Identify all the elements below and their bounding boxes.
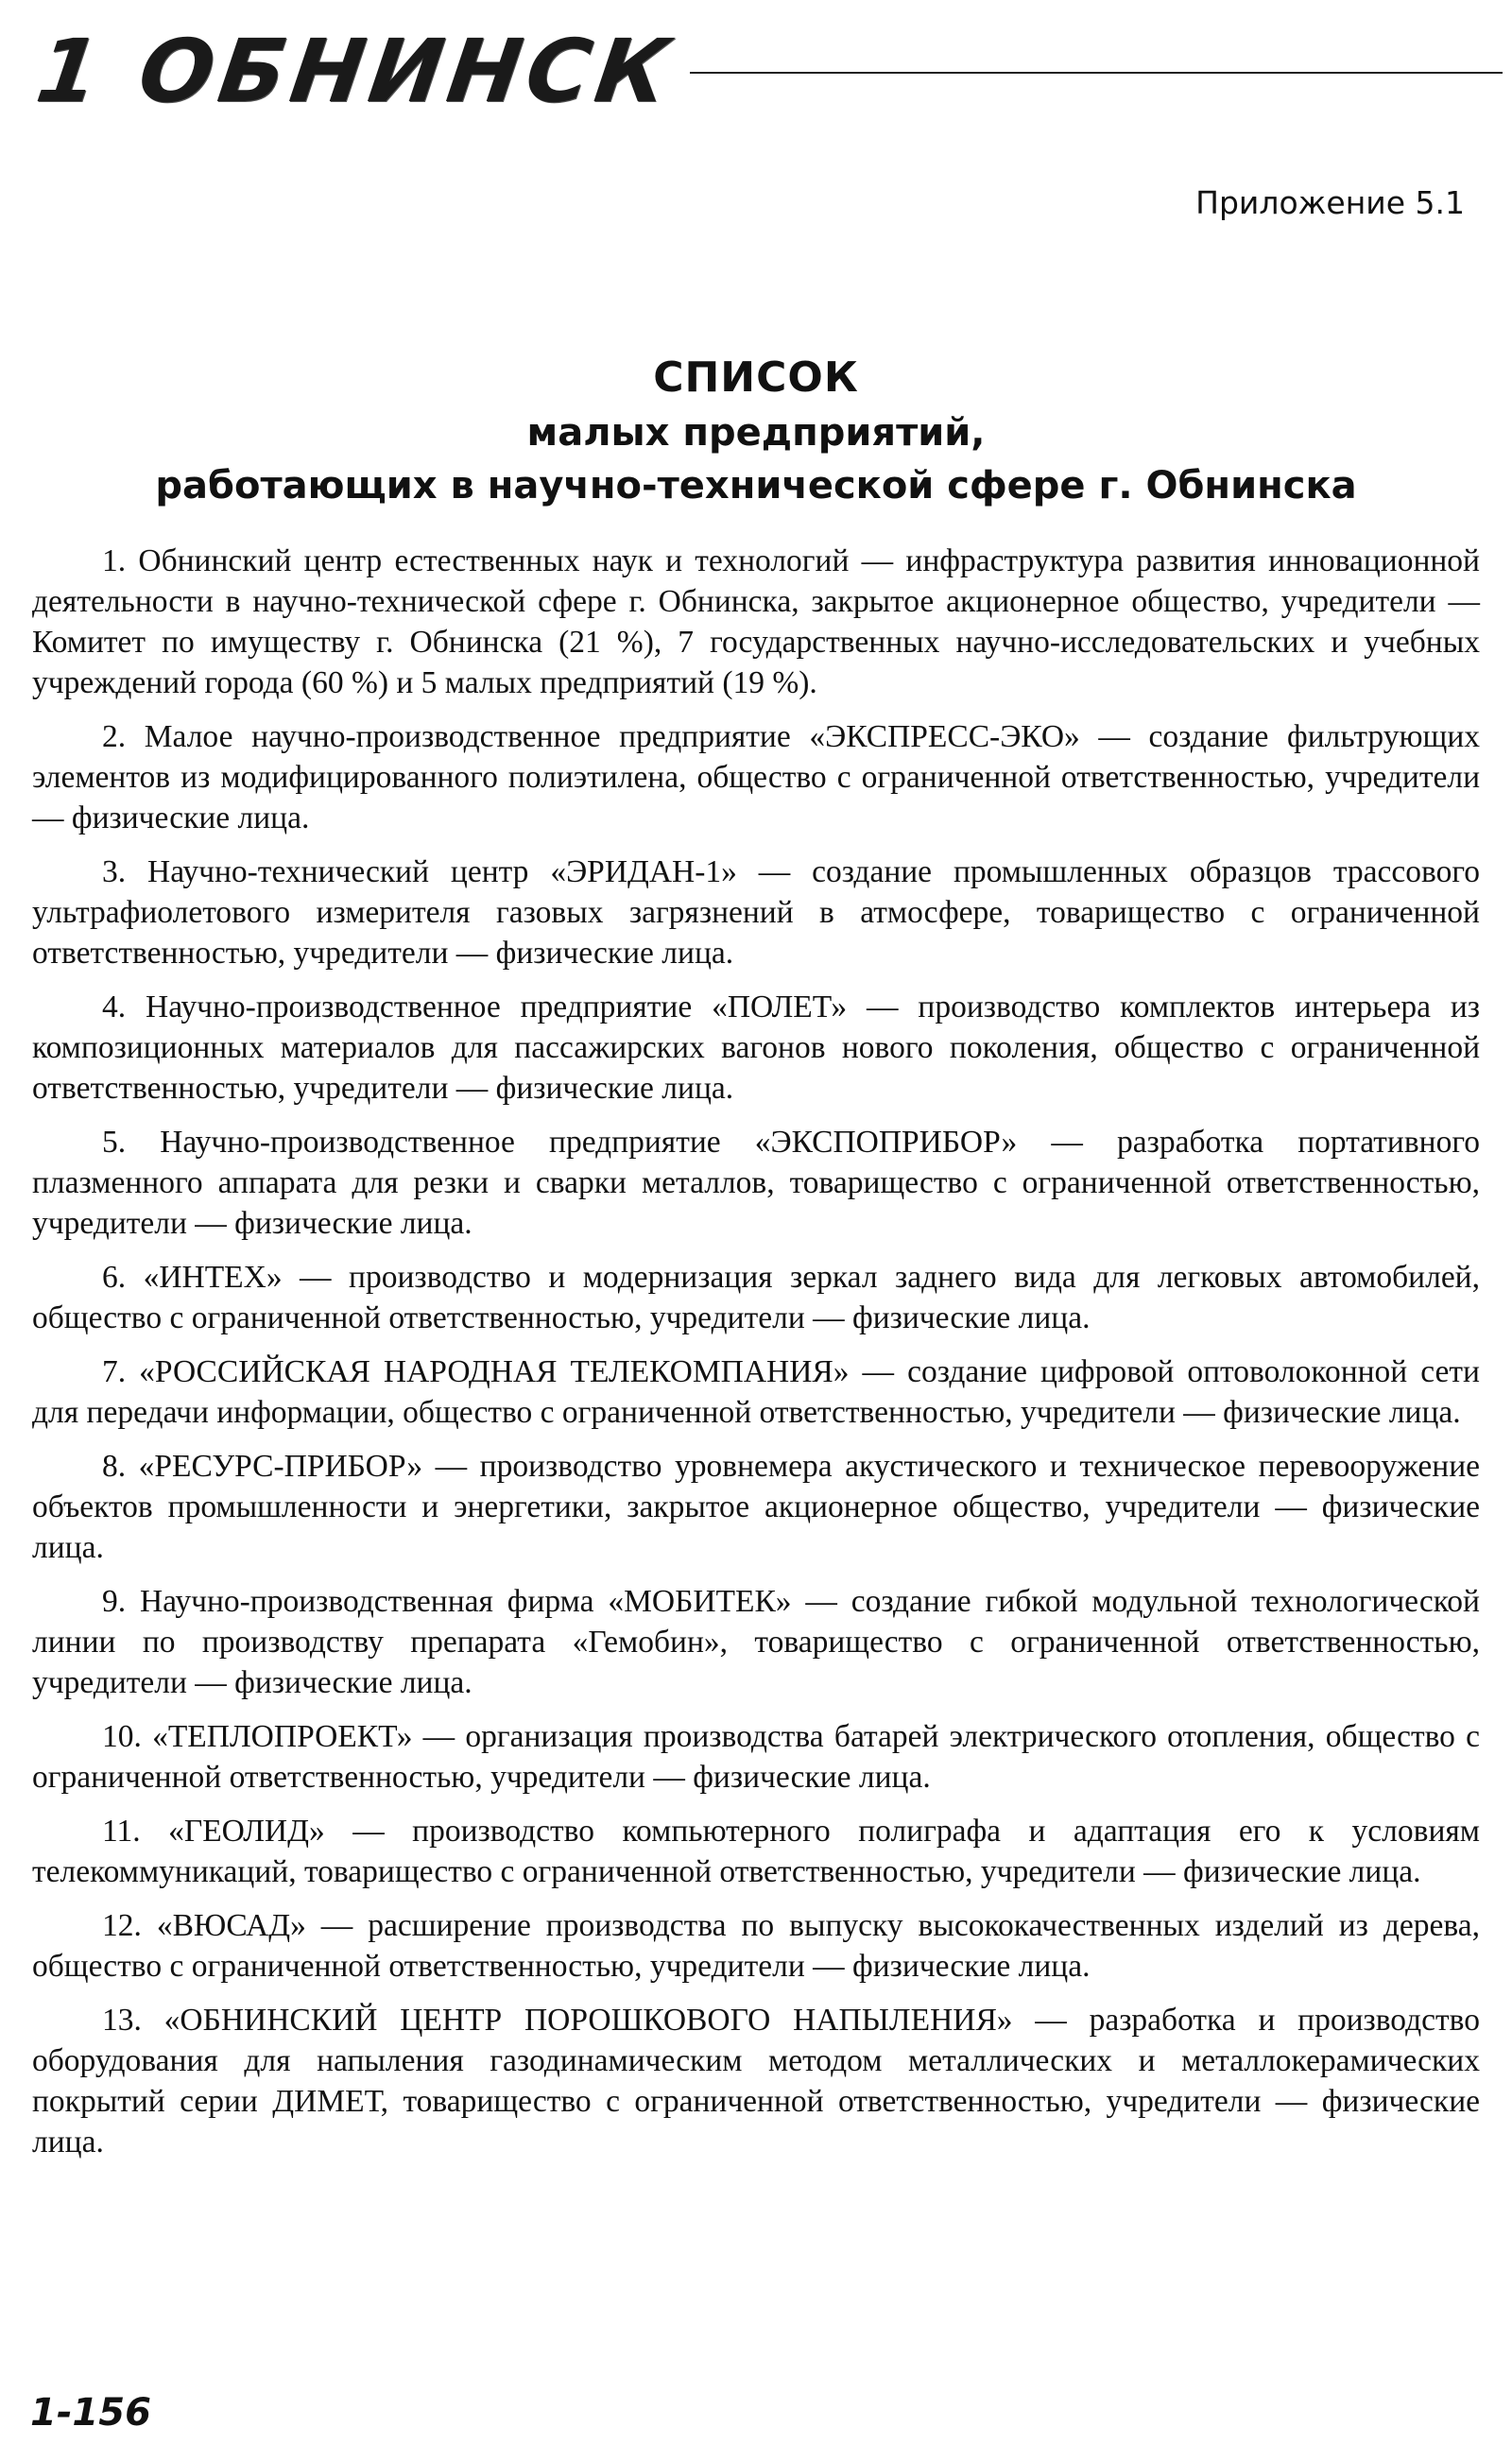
title-line-2: малых предприятий, [526, 411, 986, 455]
document-title [0, 350, 1512, 512]
list-item: 7. «РОССИЙСКАЯ НАРОДНАЯ ТЕЛЕКОМПАНИЯ» — создание цифровой оптоволоконной сети для передачи информации, общество с ограниченной ответственностью, учредители — физические лица. [32, 1354, 1480, 1430]
list-item: 10. «ТЕПЛОПРОЕКТ» — организация производства батарей электрического отопления, общество с ограниченной ответственностью, учредители — физические лица. [32, 1719, 1480, 1795]
list-item: 4. Научно-производственное предприятие «ПОЛЕТ» — производство комплектов интерьера из композиционных материалов для пассажирских вагонов нового поколения, общество с ограниченной ответственностью, учредители — физические лица. [32, 990, 1480, 1106]
list-item: 11. «ГЕОЛИД» — производство компьютерного полиграфа и адаптация его к условиям телекоммуникаций, товарищество с ограниченной ответственностью, учредители — физические лица. [32, 1814, 1480, 1889]
appendix-label: Приложение 5.1 [1195, 184, 1465, 221]
list-item: 12. «ВЮСАД» — расширение производства по выпуску высококачественных изделий из дерева, общество с ограниченной ответственностью, учредители — физические лица. [32, 1908, 1480, 1984]
title-main: СПИСОК [653, 353, 859, 402]
list-item: 3. Научно-технический центр «ЭРИДАН-1» — создание промышленных образцов трассового ультрафиолетового измерителя газовых загрязнений в атмосфере, товарищество с ограниченной ответственностью, учредители — физические лица. [32, 854, 1480, 971]
city-logo: 1 ОБНИНСК [30, 21, 680, 122]
list-item: 2. Малое научно-производственное предприятие «ЭКСПРЕСС-ЭКО» — создание фильтрующих элементов из модифицированного полиэтилена, общество с ограниченной ответственностью, учредители — физические лица. [32, 719, 1480, 835]
enterprise-list [32, 541, 1480, 2176]
list-item: 1. Обнинский центр естественных наук и технологий — инфраструктура развития инновационной деятельности в научно-технической сфере г. Обнинска, закрытое акционерное общество, учредители — Комитет по имуществу г. Обнинска (21 %), 7 государственных научно-исследовательских и учебных учреждений города (60 %) и 5 малых предприятий (19 %). [32, 543, 1480, 700]
list-item: 9. Научно-производственная фирма «МОБИТЕК» — создание гибкой модульной технологической линии по производству препарата «Гемобин», товарищество с ограниченной ответственностью, учредители — физические лица. [32, 1584, 1480, 1700]
page-header [28, 21, 1484, 123]
title-line-3: работающих в научно-технической сфере г. Обнинска [155, 464, 1357, 508]
page-number: 1-156 [30, 2391, 151, 2435]
header-divider [690, 72, 1503, 74]
list-item: 6. «ИНТЕХ» — производство и модернизация зеркал заднего вида для легковых автомобилей, общество с ограниченной ответственностью, учредители — физические лица. [32, 1260, 1480, 1335]
list-item: 8. «РЕСУРС-ПРИБОР» — производство уровнемера акустического и техническое перевооружение объектов промышленности и энергетики, закрытое акционерное общество, учредители — физические лица. [32, 1449, 1480, 1565]
list-item: 13. «ОБНИНСКИЙ ЦЕНТР ПОРОШКОВОГО НАПЫЛЕНИЯ» — разработка и производство оборудования для напыления газодинамическим методом металлических и металлокерамических покрытий серии ДИМЕТ, товарищество с ограниченной ответственностью, учредители — физические лица. [32, 2003, 1480, 2160]
list-item: 5. Научно-производственное предприятие «ЭКСПОПРИБОР» — разработка портативного плазменного аппарата для резки и сварки металлов, товарищество с ограниченной ответственностью, учредители — физические лица. [32, 1125, 1480, 1241]
